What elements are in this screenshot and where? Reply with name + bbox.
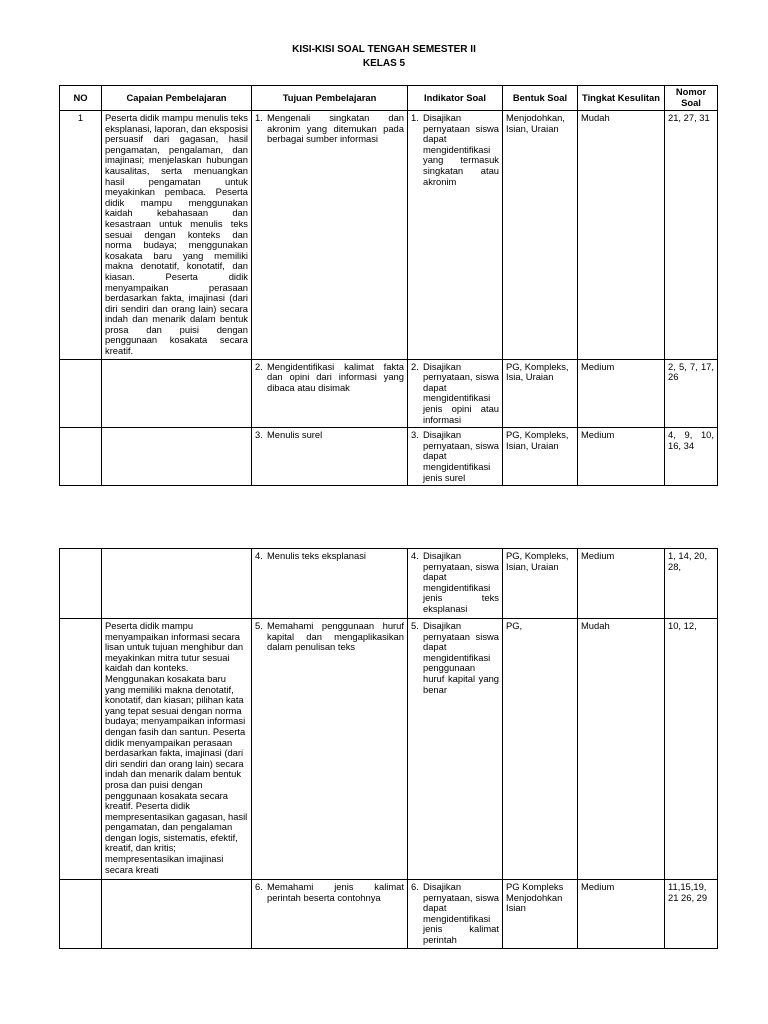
- tujuan-number: 2.: [255, 360, 263, 372]
- row-no: [60, 359, 102, 428]
- indikator-text: Disajikan pernyataan, siswa dapat mengidentifikasi jenis kalimat perintah: [423, 881, 499, 945]
- row-tujuan: [252, 359, 408, 428]
- row-capaian: [102, 359, 252, 428]
- header-no: NO: [60, 86, 102, 111]
- row-no: [60, 619, 102, 880]
- indikator-number: 6.: [411, 881, 419, 892]
- row-capaian: Peserta didik mampu menyampaikan informasi secara lisan untuk tujuan menghibur dan meyakinkan mitra tutur sesuai kaidah dan konteks. Menggunakan kosakata baru yang memiliki makna denotatif, konotatif, dan kiasan; pilihan kata yang tepat sesuai dengan norma budaya; menyampaikan informasi dengan fasih dan santun. Peserta didik menyampaikan perasaan berdasarkan fakta, imajinasi (dari diri sendiri dan orang lain) secara indah dan menarik dalam bentuk prosa dan puisi dengan penggunaan kosakata secara kreatif. Peserta didik mempresentasikan gagasan, hasil pengamatan, dan pengalaman dengan logis, sistematis, efektif, kreatif, dan kritis; mempresentasikan imajinasi secara kreati: [102, 619, 252, 880]
- table-row: [60, 549, 718, 619]
- tujuan-text: Mengenali singkatan dan akronim yang ditemukan pada berbagai sumber informasi: [267, 112, 404, 145]
- tujuan-text: Menulis surel: [267, 429, 323, 441]
- tujuan-text: Memahami jenis kalimat perintah beserta contohnya: [267, 881, 404, 903]
- row-nomor: 11,15,19, 21 26, 29: [665, 880, 718, 949]
- row-bentuk: PG, Kompleks, Isian, Uraian: [503, 549, 578, 619]
- indikator-text: Disajikan pernyataan, siswa dapat mengidentifikasi jenis opini atau informasi: [423, 360, 499, 425]
- row-capaian: [102, 428, 252, 486]
- row-bentuk: PG Kompleks Menjodohkan Isian: [503, 880, 578, 949]
- document-subtitle: KELAS 5: [362, 58, 406, 69]
- table-header-row: [60, 86, 718, 111]
- row-nomor: 2, 5, 7, 17, 26: [665, 359, 718, 428]
- row-capaian: [102, 549, 252, 619]
- row-indikator: [408, 619, 503, 880]
- row-no: [60, 549, 102, 619]
- row-tingkat: Medium: [578, 880, 665, 949]
- tujuan-number: 4.: [255, 550, 263, 561]
- row-indikator: [408, 428, 503, 486]
- indikator-number: 4.: [411, 550, 419, 561]
- tujuan-number: 6.: [255, 881, 263, 892]
- kisi-kisi-table-page2: [59, 548, 718, 949]
- indikator-text: Disajikan pernyataan siswa dapat mengidentifikasi penggunaan huruf kapital yang benar: [423, 620, 499, 695]
- table-row: [60, 428, 718, 486]
- document-title: KISI-KISI SOAL TENGAH SEMESTER II: [292, 44, 476, 55]
- tujuan-number: 1.: [255, 112, 263, 123]
- row-bentuk: Menjodohkan, Isian, Uraian: [503, 111, 578, 360]
- header-bentuk: Bentuk Soal: [503, 86, 578, 111]
- indikator-number: 5.: [411, 620, 419, 631]
- table-row: [60, 359, 718, 428]
- tujuan-text: Mengidentifikasi kalimat fakta dan opini dari informasi yang dibaca atau disimak: [267, 360, 404, 393]
- indikator-text: Disajikan pernyataan siswa dapat mengidentifikasi yang termasuk singkatan atau akronim: [423, 112, 499, 187]
- tujuan-text: Menulis teks eksplanasi: [267, 550, 367, 561]
- row-tingkat: Medium: [578, 549, 665, 619]
- kisi-kisi-table-page1: [59, 85, 718, 486]
- row-tingkat: Medium: [578, 359, 665, 428]
- indikator-text: Disajikan pernyataan, siswa dapat mengidentifikasi jenis surel: [423, 429, 499, 483]
- table-row: [60, 619, 718, 880]
- row-nomor: 21, 27, 31: [665, 111, 718, 360]
- table-row: [60, 111, 718, 360]
- row-tingkat: Mudah: [578, 111, 665, 360]
- row-bentuk: PG,: [503, 619, 578, 880]
- row-indikator: [408, 549, 503, 619]
- row-capaian: [102, 880, 252, 949]
- row-nomor: 10, 12,: [665, 619, 718, 880]
- row-nomor: 1, 14, 20, 28,: [665, 549, 718, 619]
- header-tujuan: Tujuan Pembelajaran: [252, 86, 408, 111]
- tujuan-text: Memahami penggunaan huruf kapital dan mengaplikasikan dalam penulisan teks: [267, 620, 404, 653]
- row-bentuk: PG, Kompleks, Isia, Uraian: [503, 359, 578, 428]
- row-tujuan: [252, 549, 408, 619]
- header-indikator: Indikator Soal: [408, 86, 503, 111]
- row-no: [60, 880, 102, 949]
- row-indikator: [408, 111, 503, 360]
- row-no: 1: [60, 111, 102, 360]
- indikator-number: 1.: [411, 112, 419, 123]
- header-tingkat: Tingkat Kesulitan: [578, 86, 665, 111]
- indikator-number: 2.: [411, 360, 419, 372]
- row-tingkat: Medium: [578, 428, 665, 486]
- indikator-number: 3.: [411, 429, 419, 441]
- header-capaian: Capaian Pembelajaran: [102, 86, 252, 111]
- row-no: [60, 428, 102, 486]
- header-nomor: Nomor Soal: [665, 86, 718, 111]
- row-capaian: Peserta didik mampu menulis teks eksplanasi, laporan, dan eksposisi persuasif dari gagasan, hasil pengamatan, pengalaman, dan imajinasi; menjelaskan hubungan kausalitas, serta menuangkan hasil pengamatan untuk meyakinkan pembaca. Peserta didik mampu menggunakan kaidah kebahasaan dan kesastraan untuk menulis teks sesuai dengan konteks dan norma budaya; menggunakan kosakata baru yang memiliki makna denotatif, konotatif, dan kiasan. Peserta didik menyampaikan perasaan berdasarkan fakta, imajinasi (dari diri sendiri dan orang lain) secara indah dan menarik dalam bentuk prosa dan puisi dengan penggunaan kosakata secara kreatif.: [102, 111, 252, 360]
- row-tujuan: [252, 880, 408, 949]
- row-tingkat: Mudah: [578, 619, 665, 880]
- row-tujuan: [252, 619, 408, 880]
- row-indikator: [408, 880, 503, 949]
- indikator-text: Disajikan pernyataan, siswa dapat mengidentifikasi jenis teks eksplanasi: [423, 550, 499, 614]
- row-tujuan: [252, 428, 408, 486]
- row-bentuk: PG, Kompleks, Isian, Uraian: [503, 428, 578, 486]
- row-indikator: [408, 359, 503, 428]
- tujuan-number: 5.: [255, 620, 263, 631]
- table-row: [60, 880, 718, 949]
- row-tujuan: [252, 111, 408, 360]
- row-nomor: 4, 9, 10, 16, 34: [665, 428, 718, 486]
- tujuan-number: 3.: [255, 429, 263, 441]
